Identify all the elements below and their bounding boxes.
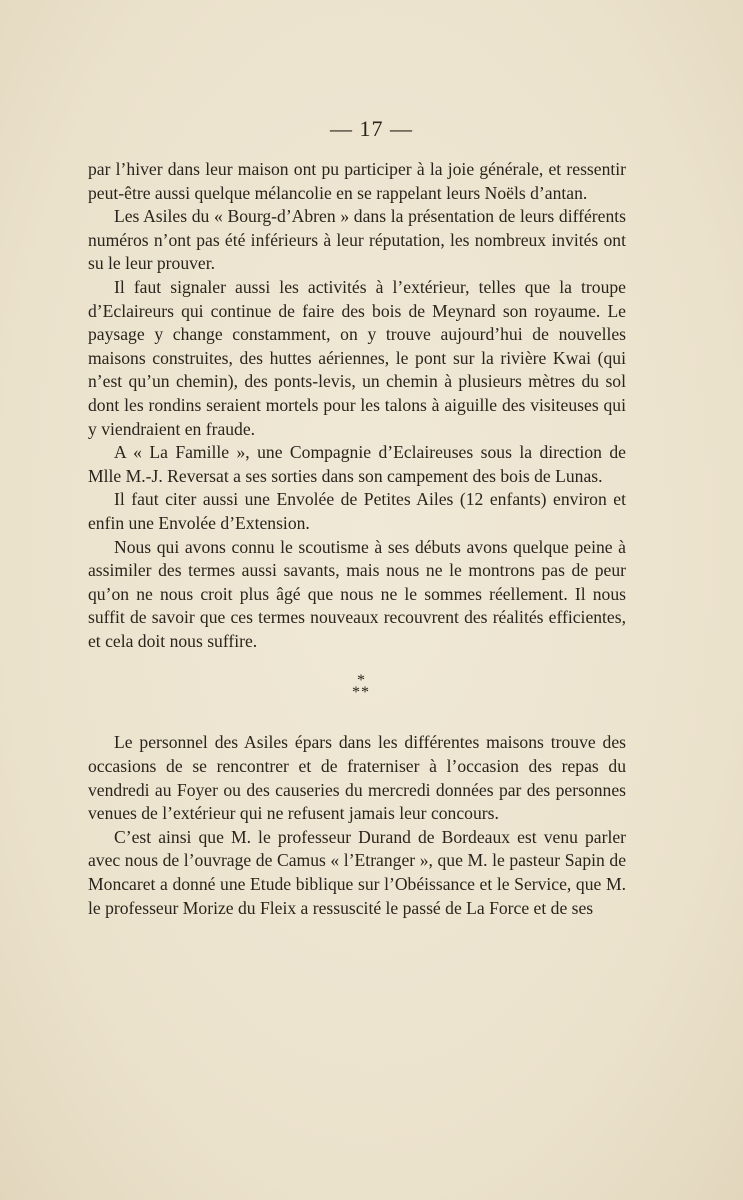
page-number: — 17 — xyxy=(330,116,413,141)
paragraph: Il faut citer aussi une Envolée de Petites Ailes (12 enfants) environ et enfin une Envolée d’Extension. xyxy=(88,489,626,533)
section-separator-asterism xyxy=(88,671,626,731)
asterism-top: * xyxy=(357,672,365,690)
body-text xyxy=(88,158,626,920)
paragraph: C’est ainsi que M. le professeur Durand de Bordeaux est venu parler avec nous de l’ouvrage de Camus « l’Etranger », que M. le pasteur Sapin de Moncaret a donné une Etude biblique sur l’Obéissance et le Service, que M. le professeur Morize du Fleix a ressuscité le passé de La Force et de ses xyxy=(88,826,626,918)
paragraph: Les Asiles du « Bourg-d’Abren » dans la présentation de leurs différents numéros n’ont pas été inférieurs à leur réputation, les nombreux invités ont su le leur prouver. xyxy=(88,206,626,274)
asterism-bottom: ** xyxy=(352,684,370,702)
paragraph: A « La Famille », une Compagnie d’Eclaireuses sous la direction de Mlle M.-J. Reversat a ses sorties dans son campement des bois de Lunas. xyxy=(88,442,626,486)
paragraph: Nous qui avons connu le scoutisme à ses débuts avons quelque peine à assimiler des termes aussi savants, mais nous ne le montrons pas de peur qu’on ne nous croit plus âgé que nous ne le sommes réellement. Il nous suffit de savoir que ces termes nouveaux recouvrent des réalités efficientes, et cela doit nous suffire. xyxy=(88,536,626,651)
paragraph: Il faut signaler aussi les activités à l’extérieur, telles que la troupe d’Eclaireurs qui continue de faire des bois de Meynard son royaume. Le paysage y change constamment, on y trouve aujourd’hui de nouvelles maisons construites, des huttes aériennes, le pont sur la rivière Kwai (qui n’est qu’un chemin), des ponts-levis, un chemin à plusieurs mètres du sol dont les rondins seraient mortels pour les talons à aiguille des visiteuses qui y viendraient en fraude. xyxy=(88,276,626,439)
paragraph: Le personnel des Asiles épars dans les différentes maisons trouve des occasions de se rencontrer et de fraterniser à l’occasion des repas du vendredi au Foyer ou des causeries du mercredi données par des personnes venues de l’extérieur qui ne refusent jamais leur concours. xyxy=(88,732,626,824)
paragraph: par l’hiver dans leur maison ont pu participer à la joie générale, et ressentir peut-être aussi quelque mélancolie en se rappelant leurs Noëls d’antan. xyxy=(88,159,626,203)
